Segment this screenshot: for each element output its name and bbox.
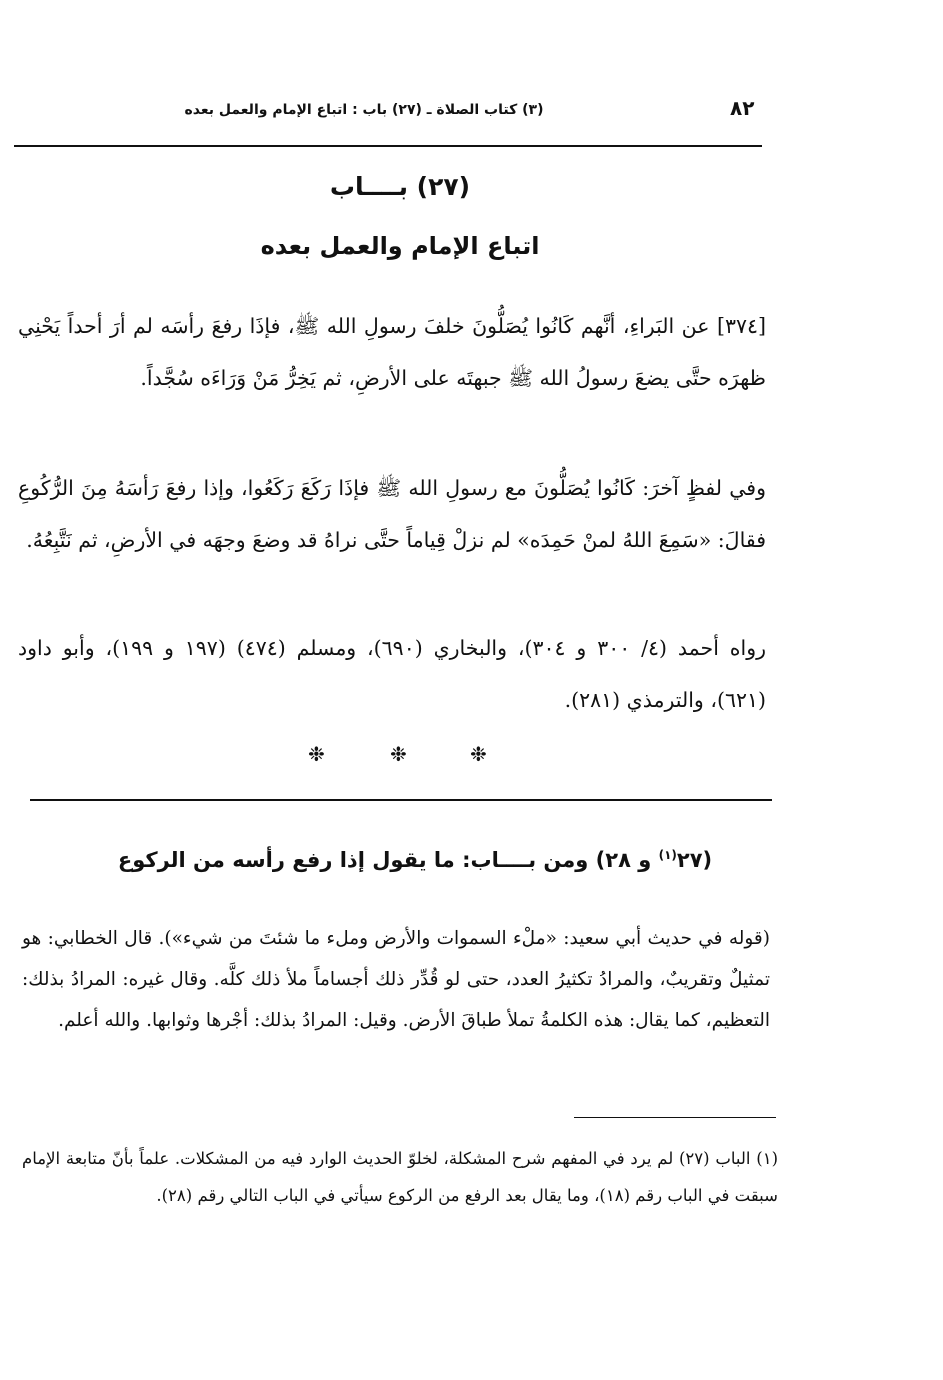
source-citation: رواه أحمد (٤/ ٣٠٠ و ٣٠٤)، والبخاري (٦٩٠)، ومسلم (٤٧٤) (١٩٧ و ١٩٩)، وأبو داود (٦٢١)، والترمذي (٢٨١). xyxy=(18,636,766,712)
footnote: (١) الباب (٢٧) لم يرد في المفهم شرح المشكلة، لخلوّ الحديث الوارد فيه من المشكلات. علماً بأنّ متابعة الإمام سبقت في الباب رقم (١٨)، وما يقال بعد الرفع من الركوع سيأتي في الباب التالي رقم (٢٨). xyxy=(22,1149,778,1205)
star-separator xyxy=(300,742,500,772)
running-header xyxy=(14,92,774,142)
header-divider xyxy=(14,145,762,147)
hadith-variant-paragraph: وفي لفظٍ آخرَ: كَانُوا يُصَلُّونَ مع رسولِ الله ﷺ فإذَا رَكَعَ رَكَعُوا، وإذا رفعَ رَأسَهُ مِنَ الرُّكُوعِ فقالَ: «سَمِعَ اللهُ لمنْ حَمِدَه» لم نزلْ قِياماً حتَّى نراهُ قد وضعَ وجهَه في الأرضِ، ثم نَتَّبِعُهُ. xyxy=(18,476,766,552)
section-divider xyxy=(30,799,772,801)
star-icon: ❉ xyxy=(470,742,487,766)
commentary-paragraph: (قوله في حديث أبي سعيد: «ملْء السموات والأرض وملء ما شئتَ من شيء»). قال الخطابي: هو تمثيلٌ وتقريبٌ، والمرادُ تكثيرُ العدد، حتى لو قُدِّر ذلك أجساماً ملأ ذلك كلَّه. وقال غيره: المرادُ بذلك: التعظيم، كما يقال: هذه الكلمةُ تملأ طباقَ الأرض. وقيل: المرادُ بذلك: أجْرها وثوابها. والله أعلم. xyxy=(22,928,770,1031)
footnote-marker: (١) xyxy=(658,848,677,862)
chapter-number: (٢٧) بــــاب xyxy=(329,172,471,201)
footnote-divider xyxy=(574,1117,776,1118)
chapter-title: اتباع الإمام والعمل بعده xyxy=(260,232,540,260)
running-title: (٣) كتاب الصلاة ـ (٢٧) باب : اتباع الإمام والعمل بعده xyxy=(184,102,544,118)
section-heading-end: و ٢٨) ومن بــــاب: ما يقول إذا رفع رأسه من الركوع xyxy=(117,848,659,872)
section-heading-start: (٢٧ xyxy=(676,848,713,872)
section-heading xyxy=(70,848,760,872)
hadith-paragraph: [٣٧٤] عن البَراءِ، أنَّهم كَانُوا يُصَلُّونَ خلفَ رسولِ الله ﷺ، فإذَا رفعَ رأسَه لم أرَ أحداً يَحْنِي ظهرَه حتَّى يضعَ رسولُ الله ﷺ جبهتَه على الأرضِ، ثم يَخِرُّ مَنْ وَرَاءَه سُجَّداً. xyxy=(18,314,766,390)
star-icon: ❉ xyxy=(308,742,325,766)
page-number: ٨٢ xyxy=(730,96,755,120)
star-icon: ❉ xyxy=(390,742,407,766)
